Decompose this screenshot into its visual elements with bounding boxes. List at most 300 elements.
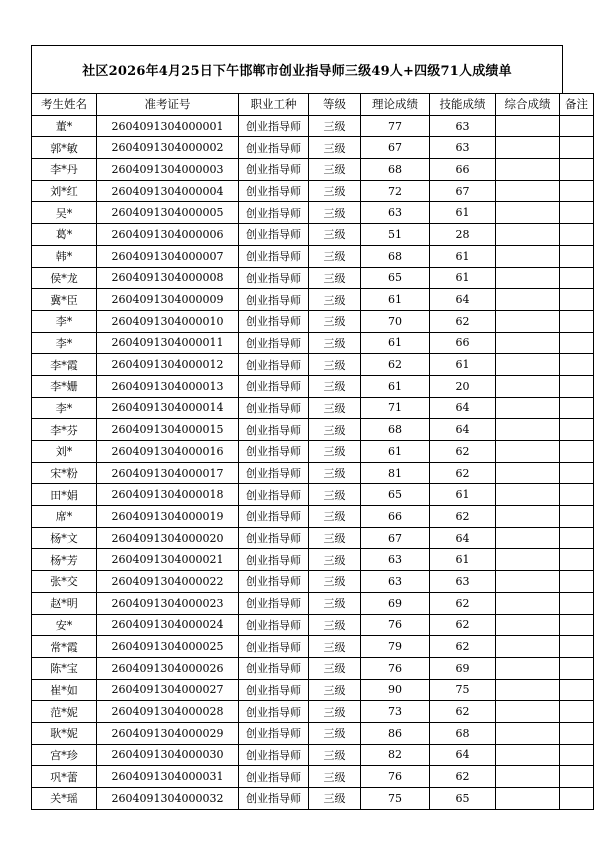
theory-score-cell: 72 xyxy=(361,180,430,202)
occupation-cell: 创业指导师 xyxy=(239,722,309,744)
name-cell: 刘*红 xyxy=(32,180,97,202)
overall-score-cell xyxy=(496,245,560,267)
theory-score-cell: 61 xyxy=(361,441,430,463)
ticket-number-cell: 2604091304000022 xyxy=(97,571,239,593)
ticket-number-cell: 2604091304000023 xyxy=(97,592,239,614)
ticket-number-cell: 2604091304000012 xyxy=(97,354,239,376)
occupation-cell: 创业指导师 xyxy=(239,310,309,332)
overall-score-cell xyxy=(496,441,560,463)
theory-score-cell: 61 xyxy=(361,375,430,397)
name-cell: 张*交 xyxy=(32,571,97,593)
level-cell: 三级 xyxy=(309,310,361,332)
overall-score-cell xyxy=(496,289,560,311)
remarks-cell xyxy=(560,701,594,723)
skill-score-cell: 65 xyxy=(430,788,496,810)
skill-score-cell: 61 xyxy=(430,549,496,571)
header-skill-score: 技能成绩 xyxy=(430,94,496,116)
level-cell: 三级 xyxy=(309,636,361,658)
occupation-cell: 创业指导师 xyxy=(239,636,309,658)
ticket-number-cell: 2604091304000009 xyxy=(97,289,239,311)
ticket-number-cell: 2604091304000017 xyxy=(97,462,239,484)
theory-score-cell: 81 xyxy=(361,462,430,484)
header-remarks: 备注 xyxy=(560,94,594,116)
table-row xyxy=(32,354,594,376)
ticket-number-cell: 2604091304000004 xyxy=(97,180,239,202)
skill-score-cell: 64 xyxy=(430,397,496,419)
theory-score-cell: 68 xyxy=(361,245,430,267)
occupation-cell: 创业指导师 xyxy=(239,441,309,463)
score-table xyxy=(31,93,594,810)
skill-score-cell: 75 xyxy=(430,679,496,701)
remarks-cell xyxy=(560,289,594,311)
level-cell: 三级 xyxy=(309,441,361,463)
theory-score-cell: 86 xyxy=(361,722,430,744)
table-row xyxy=(32,722,594,744)
table-row xyxy=(32,419,594,441)
occupation-cell: 创业指导师 xyxy=(239,137,309,159)
occupation-cell: 创业指导师 xyxy=(239,397,309,419)
remarks-cell xyxy=(560,744,594,766)
theory-score-cell: 62 xyxy=(361,354,430,376)
occupation-cell: 创业指导师 xyxy=(239,375,309,397)
skill-score-cell: 62 xyxy=(430,766,496,788)
occupation-cell: 创业指导师 xyxy=(239,115,309,137)
remarks-cell xyxy=(560,245,594,267)
remarks-cell xyxy=(560,592,594,614)
occupation-cell: 创业指导师 xyxy=(239,180,309,202)
name-cell: 耿*妮 xyxy=(32,722,97,744)
ticket-number-cell: 2604091304000015 xyxy=(97,419,239,441)
occupation-cell: 创业指导师 xyxy=(239,289,309,311)
overall-score-cell xyxy=(496,354,560,376)
overall-score-cell xyxy=(496,180,560,202)
name-cell: 宋*粉 xyxy=(32,462,97,484)
ticket-number-cell: 2604091304000027 xyxy=(97,679,239,701)
theory-score-cell: 51 xyxy=(361,224,430,246)
occupation-cell: 创业指导师 xyxy=(239,788,309,810)
ticket-number-cell: 2604091304000007 xyxy=(97,245,239,267)
overall-score-cell xyxy=(496,527,560,549)
name-cell: 范*妮 xyxy=(32,701,97,723)
sheet-title: 社区2026年4月25日下午邯郸市创业指导师三级49人+四级71人成绩单 xyxy=(31,45,563,93)
ticket-number-cell: 2604091304000016 xyxy=(97,441,239,463)
theory-score-cell: 76 xyxy=(361,614,430,636)
header-level: 等级 xyxy=(309,94,361,116)
level-cell: 三级 xyxy=(309,289,361,311)
overall-score-cell xyxy=(496,636,560,658)
skill-score-cell: 61 xyxy=(430,245,496,267)
remarks-cell xyxy=(560,397,594,419)
header-overall-score: 综合成绩 xyxy=(496,94,560,116)
overall-score-cell xyxy=(496,332,560,354)
occupation-cell: 创业指导师 xyxy=(239,224,309,246)
skill-score-cell: 66 xyxy=(430,332,496,354)
ticket-number-cell: 2604091304000021 xyxy=(97,549,239,571)
occupation-cell: 创业指导师 xyxy=(239,571,309,593)
theory-score-cell: 67 xyxy=(361,137,430,159)
ticket-number-cell: 2604091304000029 xyxy=(97,722,239,744)
overall-score-cell xyxy=(496,701,560,723)
table-row xyxy=(32,527,594,549)
name-cell: 关*瑶 xyxy=(32,788,97,810)
table-row xyxy=(32,701,594,723)
occupation-cell: 创业指导师 xyxy=(239,766,309,788)
table-row xyxy=(32,245,594,267)
ticket-number-cell: 2604091304000028 xyxy=(97,701,239,723)
table-row xyxy=(32,289,594,311)
level-cell: 三级 xyxy=(309,722,361,744)
skill-score-cell: 64 xyxy=(430,419,496,441)
skill-score-cell: 62 xyxy=(430,701,496,723)
ticket-number-cell: 2604091304000018 xyxy=(97,484,239,506)
skill-score-cell: 61 xyxy=(430,484,496,506)
skill-score-cell: 68 xyxy=(430,722,496,744)
table-row xyxy=(32,441,594,463)
name-cell: 杨*芳 xyxy=(32,549,97,571)
theory-score-cell: 63 xyxy=(361,202,430,224)
table-row xyxy=(32,375,594,397)
name-cell: 常*霞 xyxy=(32,636,97,658)
skill-score-cell: 69 xyxy=(430,657,496,679)
skill-score-cell: 61 xyxy=(430,354,496,376)
occupation-cell: 创业指导师 xyxy=(239,354,309,376)
occupation-cell: 创业指导师 xyxy=(239,462,309,484)
name-cell: 刘* xyxy=(32,441,97,463)
remarks-cell xyxy=(560,419,594,441)
table-row xyxy=(32,115,594,137)
ticket-number-cell: 2604091304000020 xyxy=(97,527,239,549)
table-row xyxy=(32,657,594,679)
table-row xyxy=(32,397,594,419)
ticket-number-cell: 2604091304000010 xyxy=(97,310,239,332)
level-cell: 三级 xyxy=(309,614,361,636)
remarks-cell xyxy=(560,679,594,701)
overall-score-cell xyxy=(496,267,560,289)
overall-score-cell xyxy=(496,462,560,484)
level-cell: 三级 xyxy=(309,701,361,723)
remarks-cell xyxy=(560,614,594,636)
skill-score-cell: 62 xyxy=(430,441,496,463)
overall-score-cell xyxy=(496,657,560,679)
table-row xyxy=(32,224,594,246)
level-cell: 三级 xyxy=(309,137,361,159)
header-name: 考生姓名 xyxy=(32,94,97,116)
remarks-cell xyxy=(560,766,594,788)
name-cell: 宫*珍 xyxy=(32,744,97,766)
table-row xyxy=(32,137,594,159)
name-cell: 杨*文 xyxy=(32,527,97,549)
occupation-cell: 创业指导师 xyxy=(239,657,309,679)
level-cell: 三级 xyxy=(309,527,361,549)
table-row xyxy=(32,636,594,658)
score-sheet xyxy=(31,45,588,810)
theory-score-cell: 67 xyxy=(361,527,430,549)
overall-score-cell xyxy=(496,484,560,506)
level-cell: 三级 xyxy=(309,159,361,181)
name-cell: 李*丹 xyxy=(32,159,97,181)
remarks-cell xyxy=(560,484,594,506)
theory-score-cell: 82 xyxy=(361,744,430,766)
overall-score-cell xyxy=(496,419,560,441)
skill-score-cell: 62 xyxy=(430,614,496,636)
remarks-cell xyxy=(560,722,594,744)
occupation-cell: 创业指导师 xyxy=(239,267,309,289)
overall-score-cell xyxy=(496,397,560,419)
occupation-cell: 创业指导师 xyxy=(239,506,309,528)
ticket-number-cell: 2604091304000032 xyxy=(97,788,239,810)
level-cell: 三级 xyxy=(309,484,361,506)
level-cell: 三级 xyxy=(309,332,361,354)
remarks-cell xyxy=(560,202,594,224)
theory-score-cell: 61 xyxy=(361,332,430,354)
remarks-cell xyxy=(560,571,594,593)
table-row xyxy=(32,332,594,354)
remarks-cell xyxy=(560,506,594,528)
level-cell: 三级 xyxy=(309,506,361,528)
level-cell: 三级 xyxy=(309,202,361,224)
skill-score-cell: 67 xyxy=(430,180,496,202)
theory-score-cell: 77 xyxy=(361,115,430,137)
level-cell: 三级 xyxy=(309,419,361,441)
level-cell: 三级 xyxy=(309,267,361,289)
theory-score-cell: 73 xyxy=(361,701,430,723)
name-cell: 冀*臣 xyxy=(32,289,97,311)
table-row xyxy=(32,679,594,701)
skill-score-cell: 62 xyxy=(430,462,496,484)
theory-score-cell: 65 xyxy=(361,267,430,289)
table-row xyxy=(32,766,594,788)
level-cell: 三级 xyxy=(309,115,361,137)
remarks-cell xyxy=(560,375,594,397)
name-cell: 陈*宝 xyxy=(32,657,97,679)
overall-score-cell xyxy=(496,614,560,636)
skill-score-cell: 62 xyxy=(430,636,496,658)
occupation-cell: 创业指导师 xyxy=(239,245,309,267)
ticket-number-cell: 2604091304000002 xyxy=(97,137,239,159)
table-body xyxy=(32,115,594,809)
level-cell: 三级 xyxy=(309,375,361,397)
table-row xyxy=(32,788,594,810)
remarks-cell xyxy=(560,527,594,549)
name-cell: 李* xyxy=(32,310,97,332)
overall-score-cell xyxy=(496,375,560,397)
level-cell: 三级 xyxy=(309,592,361,614)
occupation-cell: 创业指导师 xyxy=(239,159,309,181)
theory-score-cell: 76 xyxy=(361,766,430,788)
remarks-cell xyxy=(560,657,594,679)
name-cell: 巩*蕾 xyxy=(32,766,97,788)
level-cell: 三级 xyxy=(309,245,361,267)
remarks-cell xyxy=(560,159,594,181)
name-cell: 崔*如 xyxy=(32,679,97,701)
remarks-cell xyxy=(560,788,594,810)
skill-score-cell: 62 xyxy=(430,310,496,332)
occupation-cell: 创业指导师 xyxy=(239,614,309,636)
occupation-cell: 创业指导师 xyxy=(239,744,309,766)
overall-score-cell xyxy=(496,766,560,788)
overall-score-cell xyxy=(496,506,560,528)
ticket-number-cell: 2604091304000006 xyxy=(97,224,239,246)
table-row xyxy=(32,462,594,484)
level-cell: 三级 xyxy=(309,788,361,810)
skill-score-cell: 62 xyxy=(430,592,496,614)
ticket-number-cell: 2604091304000008 xyxy=(97,267,239,289)
occupation-cell: 创业指导师 xyxy=(239,202,309,224)
skill-score-cell: 61 xyxy=(430,202,496,224)
skill-score-cell: 20 xyxy=(430,375,496,397)
name-cell: 韩* xyxy=(32,245,97,267)
ticket-number-cell: 2604091304000030 xyxy=(97,744,239,766)
ticket-number-cell: 2604091304000025 xyxy=(97,636,239,658)
occupation-cell: 创业指导师 xyxy=(239,592,309,614)
theory-score-cell: 66 xyxy=(361,506,430,528)
name-cell: 李*姗 xyxy=(32,375,97,397)
name-cell: 侯*龙 xyxy=(32,267,97,289)
name-cell: 田*娟 xyxy=(32,484,97,506)
ticket-number-cell: 2604091304000026 xyxy=(97,657,239,679)
remarks-cell xyxy=(560,310,594,332)
name-cell: 李* xyxy=(32,397,97,419)
skill-score-cell: 66 xyxy=(430,159,496,181)
skill-score-cell: 64 xyxy=(430,289,496,311)
overall-score-cell xyxy=(496,549,560,571)
remarks-cell xyxy=(560,115,594,137)
table-row xyxy=(32,202,594,224)
table-row xyxy=(32,310,594,332)
header-theory-score: 理论成绩 xyxy=(361,94,430,116)
name-cell: 席* xyxy=(32,506,97,528)
name-cell: 吴* xyxy=(32,202,97,224)
level-cell: 三级 xyxy=(309,744,361,766)
theory-score-cell: 68 xyxy=(361,159,430,181)
level-cell: 三级 xyxy=(309,571,361,593)
theory-score-cell: 76 xyxy=(361,657,430,679)
level-cell: 三级 xyxy=(309,462,361,484)
remarks-cell xyxy=(560,354,594,376)
name-cell: 李* xyxy=(32,332,97,354)
header-ticket-number: 准考证号 xyxy=(97,94,239,116)
level-cell: 三级 xyxy=(309,180,361,202)
remarks-cell xyxy=(560,224,594,246)
occupation-cell: 创业指导师 xyxy=(239,679,309,701)
overall-score-cell xyxy=(496,592,560,614)
occupation-cell: 创业指导师 xyxy=(239,419,309,441)
name-cell: 赵*明 xyxy=(32,592,97,614)
skill-score-cell: 64 xyxy=(430,527,496,549)
overall-score-cell xyxy=(496,571,560,593)
remarks-cell xyxy=(560,549,594,571)
overall-score-cell xyxy=(496,722,560,744)
overall-score-cell xyxy=(496,310,560,332)
table-row xyxy=(32,592,594,614)
ticket-number-cell: 2604091304000001 xyxy=(97,115,239,137)
occupation-cell: 创业指导师 xyxy=(239,332,309,354)
table-row xyxy=(32,506,594,528)
ticket-number-cell: 2604091304000019 xyxy=(97,506,239,528)
table-row xyxy=(32,159,594,181)
level-cell: 三级 xyxy=(309,224,361,246)
theory-score-cell: 65 xyxy=(361,484,430,506)
theory-score-cell: 68 xyxy=(361,419,430,441)
remarks-cell xyxy=(560,636,594,658)
name-cell: 董* xyxy=(32,115,97,137)
remarks-cell xyxy=(560,180,594,202)
table-row xyxy=(32,267,594,289)
theory-score-cell: 90 xyxy=(361,679,430,701)
theory-score-cell: 79 xyxy=(361,636,430,658)
skill-score-cell: 63 xyxy=(430,571,496,593)
theory-score-cell: 63 xyxy=(361,549,430,571)
ticket-number-cell: 2604091304000011 xyxy=(97,332,239,354)
remarks-cell xyxy=(560,332,594,354)
skill-score-cell: 61 xyxy=(430,267,496,289)
table-row xyxy=(32,549,594,571)
occupation-cell: 创业指导师 xyxy=(239,549,309,571)
remarks-cell xyxy=(560,267,594,289)
occupation-cell: 创业指导师 xyxy=(239,701,309,723)
level-cell: 三级 xyxy=(309,766,361,788)
table-row xyxy=(32,744,594,766)
name-cell: 安* xyxy=(32,614,97,636)
overall-score-cell xyxy=(496,137,560,159)
overall-score-cell xyxy=(496,679,560,701)
table-row xyxy=(32,571,594,593)
level-cell: 三级 xyxy=(309,679,361,701)
ticket-number-cell: 2604091304000024 xyxy=(97,614,239,636)
remarks-cell xyxy=(560,441,594,463)
overall-score-cell xyxy=(496,115,560,137)
overall-score-cell xyxy=(496,744,560,766)
ticket-number-cell: 2604091304000005 xyxy=(97,202,239,224)
skill-score-cell: 63 xyxy=(430,137,496,159)
table-row xyxy=(32,180,594,202)
level-cell: 三级 xyxy=(309,354,361,376)
ticket-number-cell: 2604091304000013 xyxy=(97,375,239,397)
theory-score-cell: 63 xyxy=(361,571,430,593)
header-occupation: 职业工种 xyxy=(239,94,309,116)
overall-score-cell xyxy=(496,224,560,246)
theory-score-cell: 71 xyxy=(361,397,430,419)
theory-score-cell: 70 xyxy=(361,310,430,332)
name-cell: 李*芬 xyxy=(32,419,97,441)
occupation-cell: 创业指导师 xyxy=(239,527,309,549)
overall-score-cell xyxy=(496,202,560,224)
theory-score-cell: 69 xyxy=(361,592,430,614)
level-cell: 三级 xyxy=(309,397,361,419)
name-cell: 郭*敏 xyxy=(32,137,97,159)
name-cell: 葛* xyxy=(32,224,97,246)
overall-score-cell xyxy=(496,788,560,810)
ticket-number-cell: 2604091304000003 xyxy=(97,159,239,181)
skill-score-cell: 64 xyxy=(430,744,496,766)
name-cell: 李*霞 xyxy=(32,354,97,376)
skill-score-cell: 63 xyxy=(430,115,496,137)
skill-score-cell: 62 xyxy=(430,506,496,528)
level-cell: 三级 xyxy=(309,549,361,571)
table-row xyxy=(32,484,594,506)
table-row xyxy=(32,614,594,636)
level-cell: 三级 xyxy=(309,657,361,679)
overall-score-cell xyxy=(496,159,560,181)
remarks-cell xyxy=(560,462,594,484)
remarks-cell xyxy=(560,137,594,159)
theory-score-cell: 61 xyxy=(361,289,430,311)
table-header-row xyxy=(32,94,594,116)
occupation-cell: 创业指导师 xyxy=(239,484,309,506)
ticket-number-cell: 2604091304000014 xyxy=(97,397,239,419)
ticket-number-cell: 2604091304000031 xyxy=(97,766,239,788)
skill-score-cell: 28 xyxy=(430,224,496,246)
